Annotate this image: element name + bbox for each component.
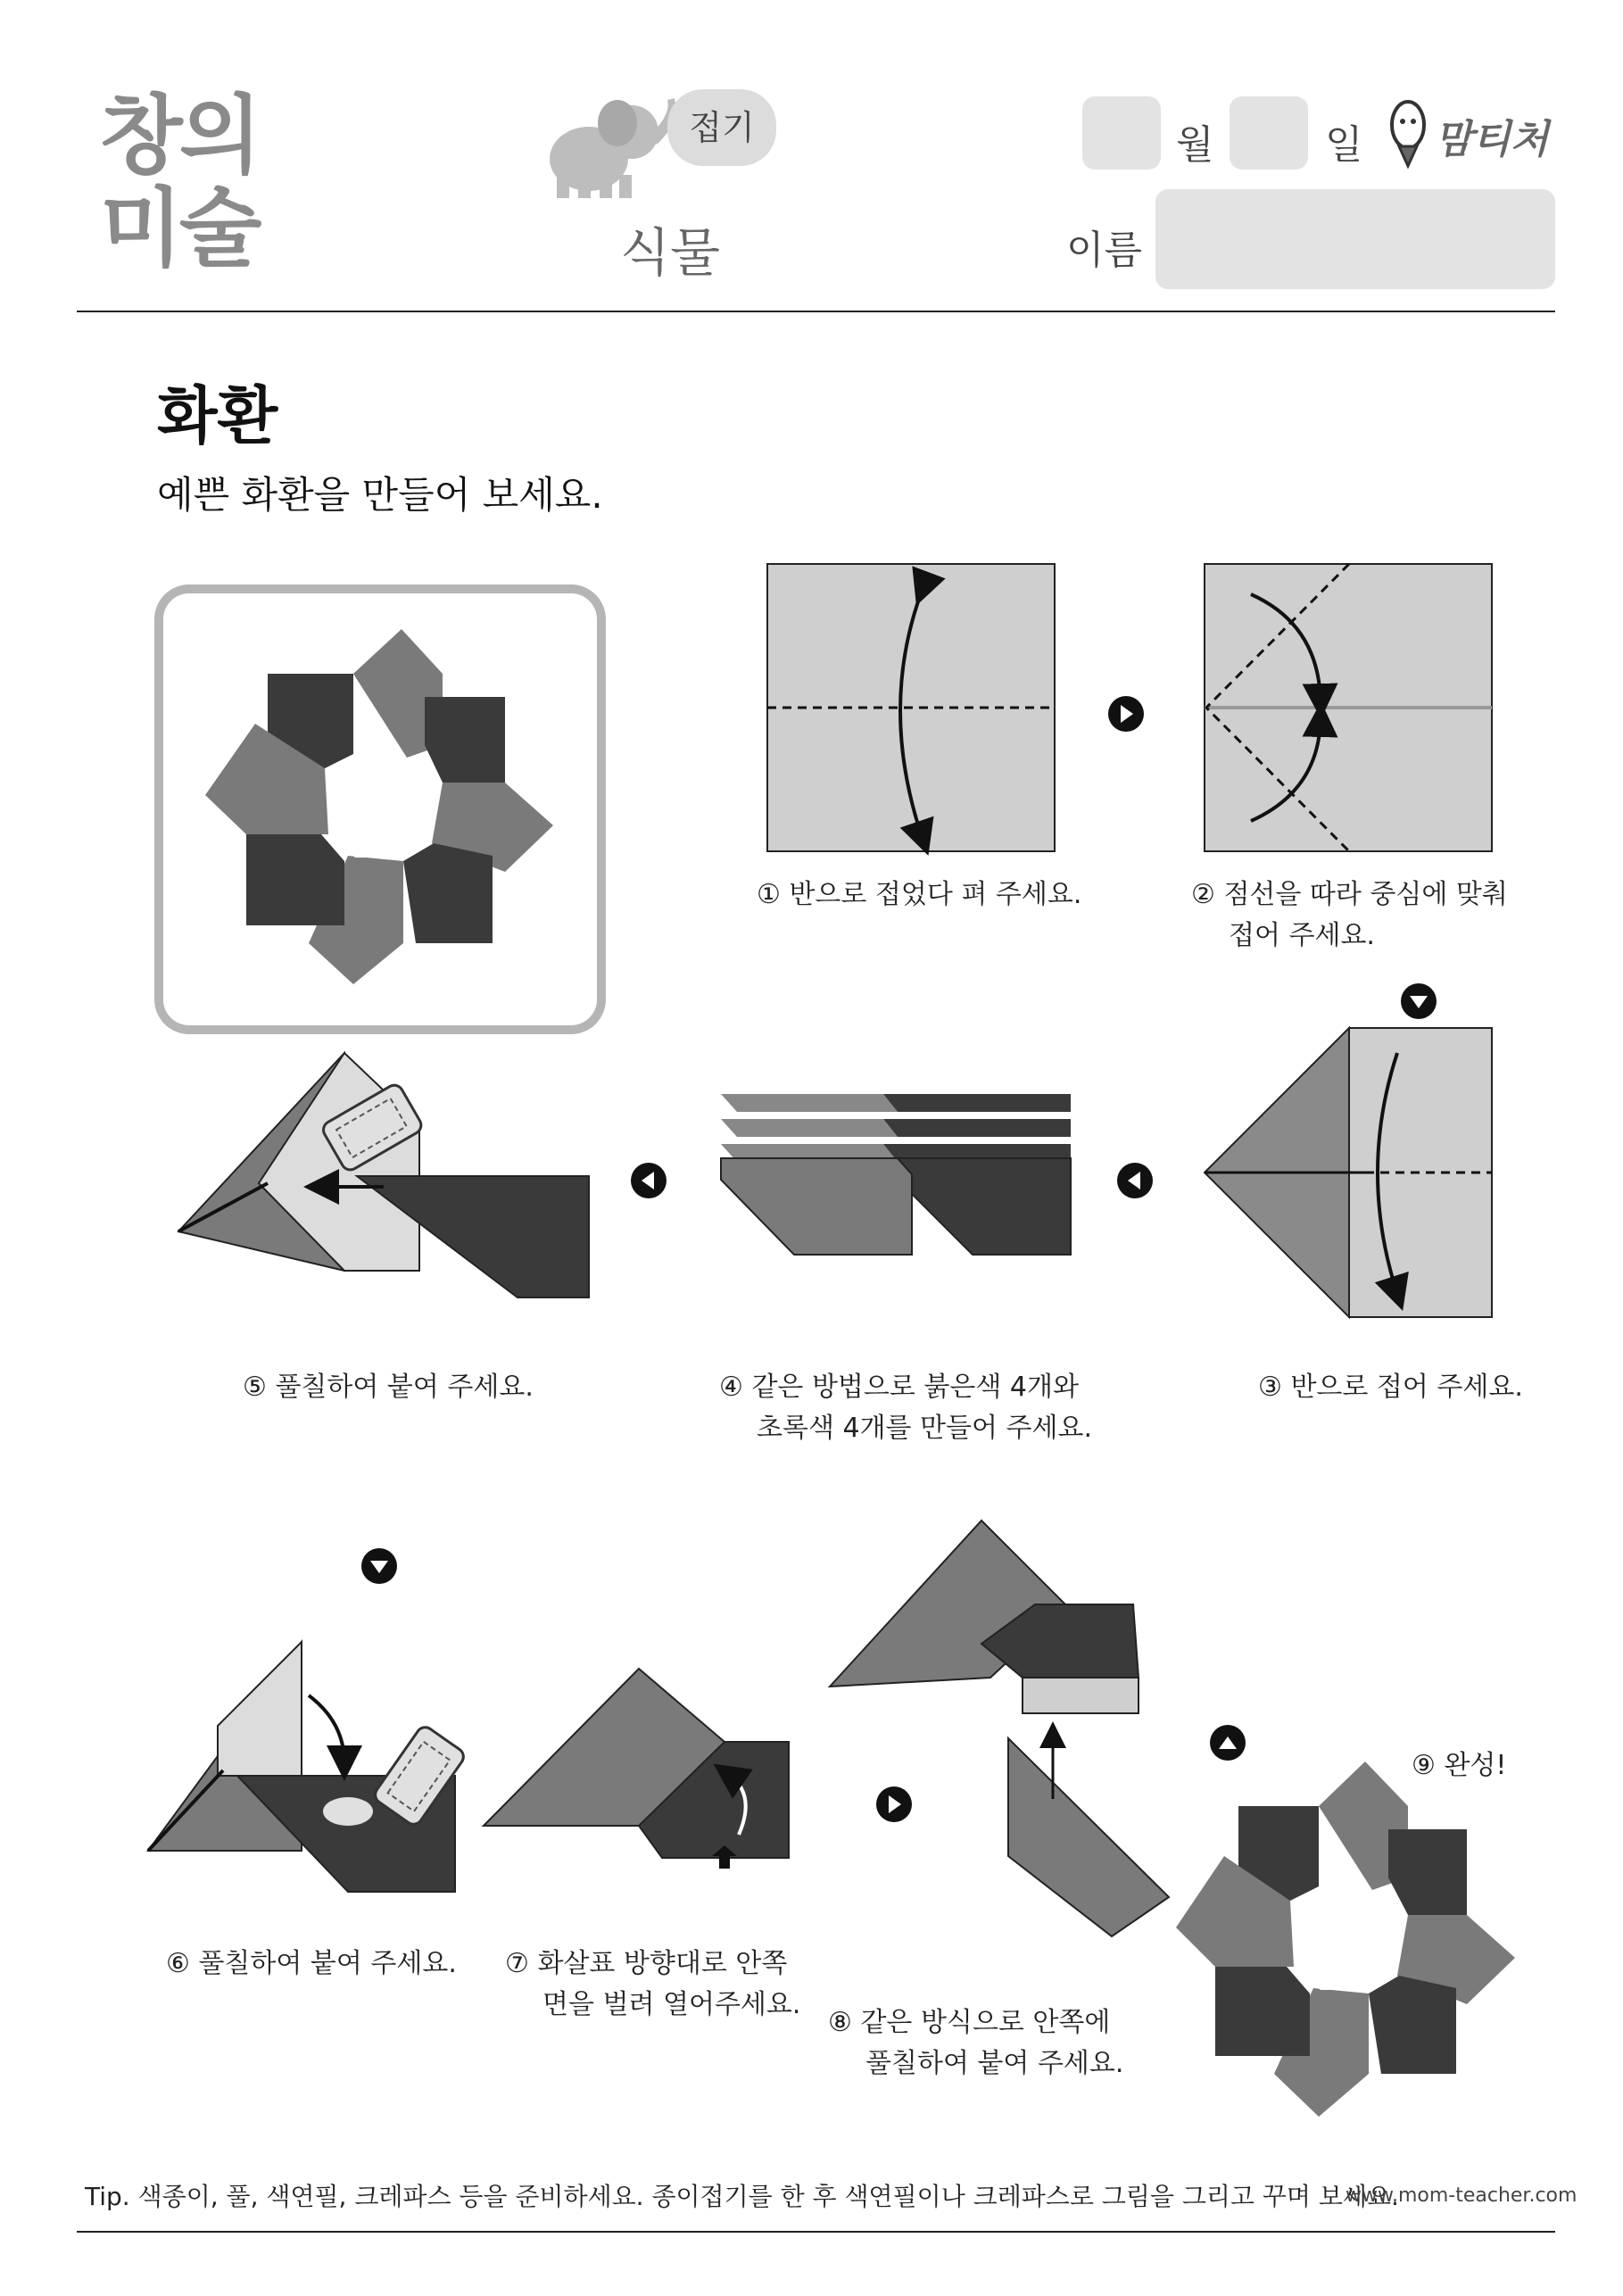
page-title: 화환 <box>157 379 278 452</box>
arrow-left-icon <box>1117 1163 1153 1198</box>
brand-line-2: 미술 <box>100 178 259 278</box>
step-8-illustration <box>830 1521 1169 1936</box>
step-2-illustration <box>1205 564 1492 851</box>
name-label: 이름 <box>1066 228 1143 273</box>
arrow-left-icon <box>631 1163 667 1198</box>
arrow-up-icon <box>1210 1725 1246 1761</box>
step-9-wreath <box>1176 1761 1515 2117</box>
category-tag: 접기 <box>667 89 776 166</box>
arrow-right-icon <box>876 1786 912 1822</box>
step-9-caption: ⑨ 완성! <box>1412 1750 1507 1781</box>
mom-teacher-logo: 맘티처 <box>1435 117 1549 162</box>
step-5-illustration <box>178 1053 589 1297</box>
step-2-caption: ② 점선을 따라 중심에 맞춰 접어 주세요. <box>1191 879 1508 951</box>
step-8-caption: ⑧ 같은 방식으로 안쪽에 풀칠하여 붙여 주세요. <box>828 2007 1124 2079</box>
step-6-caption: ⑥ 풀칠하여 붙여 주세요. <box>166 1948 457 1979</box>
brand-line-1: 창의 <box>100 86 259 186</box>
step-4-caption: ④ 같은 방법으로 붉은색 4개와 초록색 4개를 만들어 주세요. <box>719 1372 1093 1444</box>
finished-wreath-preview <box>159 589 601 1030</box>
arrow-down-icon <box>1401 983 1437 1019</box>
step-4-illustration <box>721 1094 1071 1255</box>
step-1-illustration <box>767 564 1055 851</box>
step-6-illustration <box>148 1642 467 1892</box>
arrow-right-icon <box>1108 696 1144 732</box>
page-subtitle: 예쁜 화환을 만들어 보세요. <box>157 473 603 517</box>
day-label: 일 <box>1325 122 1363 168</box>
step-3-caption: ③ 반으로 접어 주세요. <box>1258 1372 1523 1403</box>
step-7-caption: ⑦ 화살표 방향대로 안쪽 면을 벌려 열어주세요. <box>505 1948 801 2020</box>
footer-site: www.mom-teacher.com <box>1346 2184 1577 2207</box>
step-7-illustration <box>484 1669 789 1869</box>
topic-label: 식물 <box>620 222 721 283</box>
footer-divider <box>77 2231 1555 2233</box>
step-5-caption: ⑤ 풀칠하여 붙여 주세요. <box>243 1372 534 1403</box>
arrow-down-icon <box>361 1548 397 1584</box>
month-label: 월 <box>1176 122 1214 168</box>
step-1-caption: ① 반으로 접었다 펴 주세요. <box>757 879 1082 910</box>
footer-tip: Tip. 색종이, 풀, 색연필, 크레파스 등을 준비하세요. 종이접기를 한 후 색연필이나 크레파스로 그림을 그리고 꾸며 보세요. <box>85 2182 1399 2211</box>
step-3-illustration <box>1205 1028 1492 1317</box>
